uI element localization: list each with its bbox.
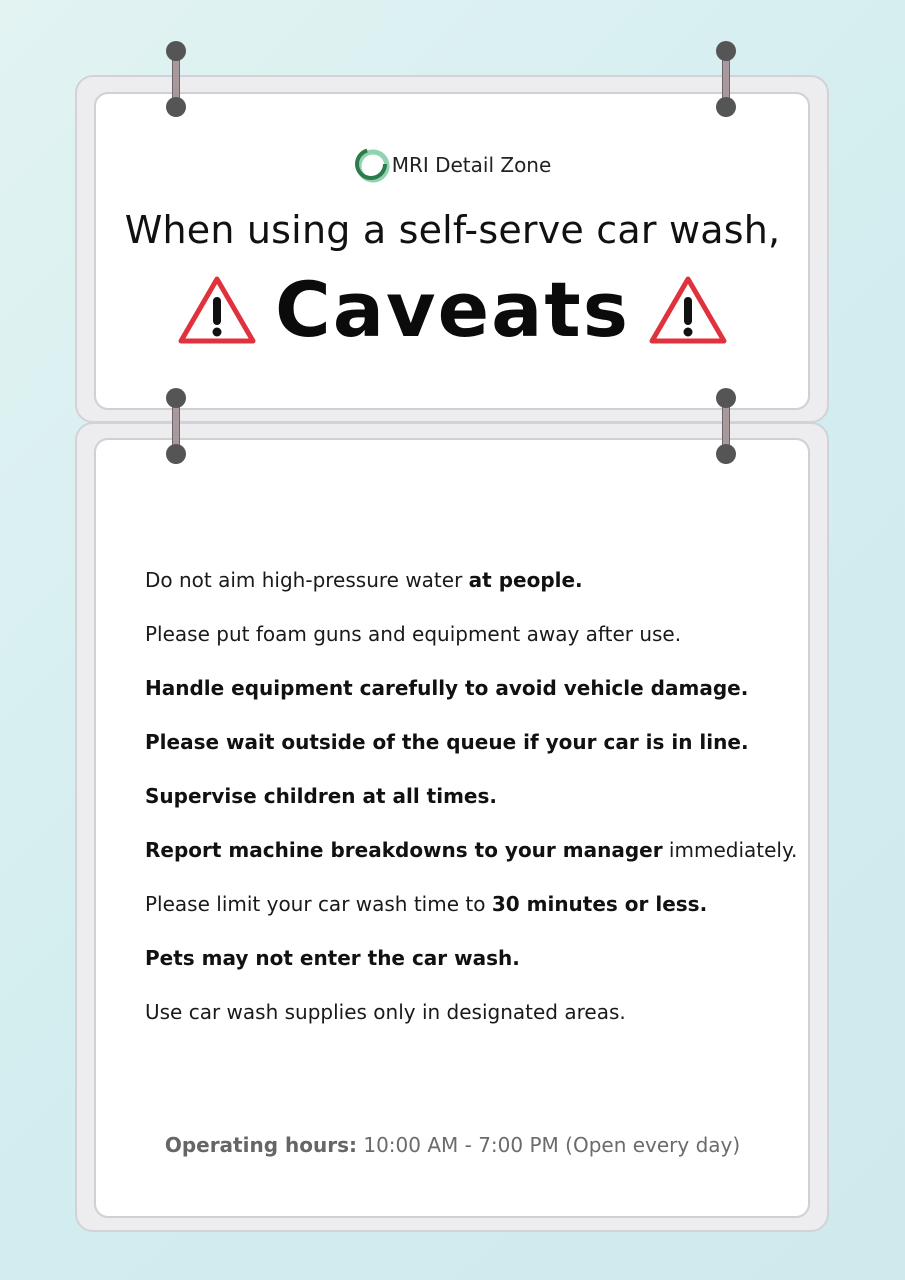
brand <box>0 147 905 188</box>
page-title: Caveats <box>275 265 630 354</box>
title-row <box>0 265 905 354</box>
warning-triangle-icon <box>177 274 257 346</box>
rule-item: Report machine breakdowns to your manager immediately. <box>145 838 798 862</box>
hanging-hook <box>166 388 186 464</box>
rule-item: Do not aim high-pressure water at people. <box>145 568 583 592</box>
hanging-hook <box>716 41 736 117</box>
rule-item: Use car wash supplies only in designated areas. <box>145 1000 626 1024</box>
rule-item: Please wait outside of the queue if your car is in line. <box>145 730 749 754</box>
brand-name: MRI Detail Zone <box>391 153 552 177</box>
rule-item: Supervise children at all times. <box>145 784 497 808</box>
rule-item: Please put foam guns and equipment away after use. <box>145 622 682 646</box>
operating-hours-value: 10:00 AM - 7:00 PM (Open every day) <box>356 1133 741 1157</box>
operating-hours <box>0 1133 905 1157</box>
rule-item: Pets may not enter the car wash. <box>145 946 520 970</box>
rules-list <box>145 562 798 1048</box>
headline: When using a self-serve car wash, <box>124 208 781 252</box>
operating-hours-label: Operating hours: <box>164 1133 357 1157</box>
hanging-hook <box>166 41 186 117</box>
rule-item: Handle equipment carefully to avoid vehicle damage. <box>145 676 749 700</box>
warning-triangle-icon <box>648 274 728 346</box>
rule-item: Please limit your car wash time to 30 minutes or less. <box>145 892 708 916</box>
hanging-hook <box>716 388 736 464</box>
brand-logo-icon <box>354 147 390 183</box>
